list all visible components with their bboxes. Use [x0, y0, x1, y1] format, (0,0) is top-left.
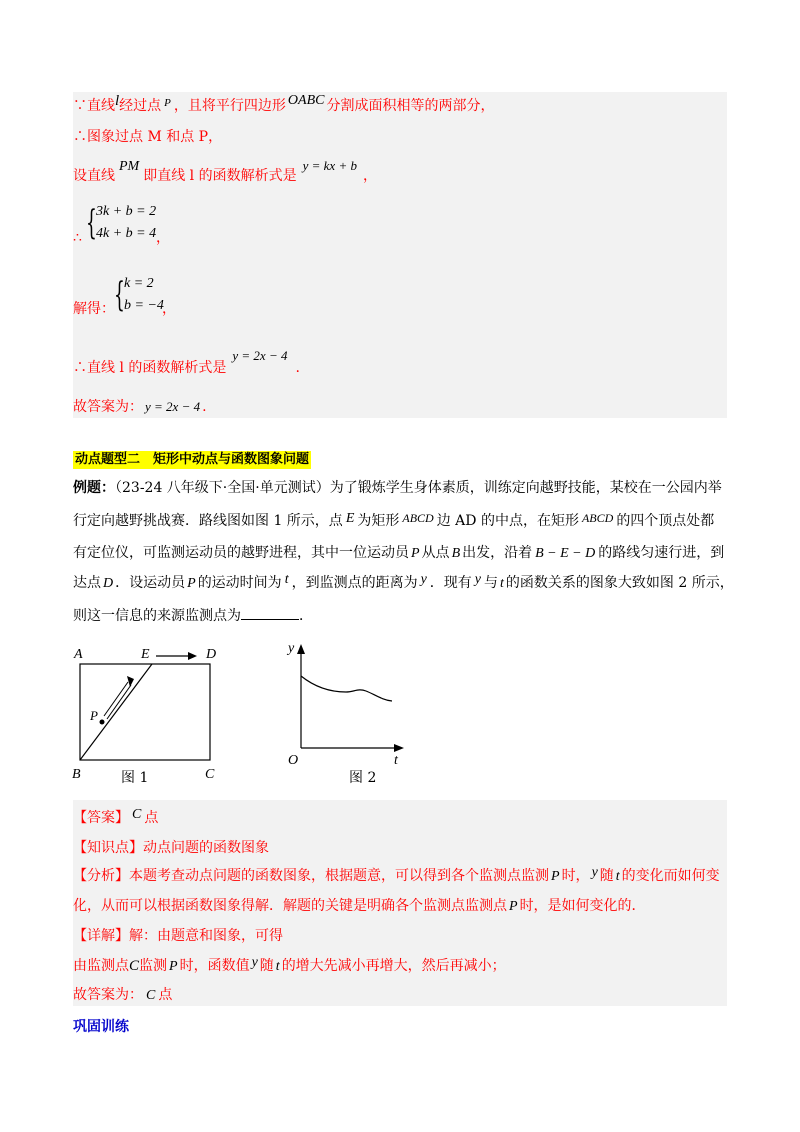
figure-1-caption: 图 1 — [121, 770, 149, 786]
inline-text: P — [509, 899, 518, 914]
detail-line-1 — [73, 926, 283, 946]
figure-2-graph — [280, 640, 410, 770]
label-e: E — [141, 647, 150, 662]
analysis-line-1 — [73, 866, 720, 887]
text: ∴直线 l 的函数解析式是 — [73, 360, 227, 376]
inline-text: 的变化而如何变 — [621, 868, 720, 884]
equation-system-1: { 3k + b = 2 4k + b = 4 — [86, 203, 157, 243]
solution-line-3 — [73, 158, 377, 187]
inline-text: D — [103, 576, 114, 591]
label-d: D — [206, 647, 217, 662]
inline-text: ABCD — [402, 511, 434, 525]
inline-text: ABCD — [581, 511, 614, 525]
function-curve — [301, 676, 392, 701]
inline-text: 【分析】 — [73, 868, 129, 884]
equation-row: b = −4 — [124, 298, 164, 313]
arrow-head — [188, 652, 197, 660]
inline-text: 为矩形 — [357, 513, 400, 529]
text: ， — [362, 168, 377, 184]
final-answer-line — [73, 985, 172, 1006]
text: 分割成面积相等的两部分， — [326, 98, 495, 114]
inline-text: 的四个顶点处都 — [616, 513, 715, 529]
inline-text: 的路线匀速行进，到 — [598, 545, 725, 561]
inline-text: E — [345, 511, 355, 526]
therefore-symbol: ∴ — [73, 230, 82, 246]
inline-text: 边 AD 的中点，在矩形 — [436, 513, 579, 529]
text: . — [202, 399, 207, 415]
analysis-line-2 — [73, 896, 646, 917]
inline-text: 有定位仪，可监测运动员的越野进程，其中一位运动员 — [73, 545, 409, 561]
inline-text: 随 — [599, 868, 614, 884]
text: 即直线 l 的函数解析式是 — [143, 168, 297, 184]
inline-text: 时，函数值 — [179, 958, 250, 974]
text: ，且将平行四边形 — [173, 98, 286, 114]
label-t: t — [394, 753, 398, 768]
text: . — [295, 360, 300, 376]
inline-text: C — [129, 958, 140, 974]
inline-text: 化，从而可以根据函数图象得解．解题的关键是明确各个监测点监测点 — [73, 898, 507, 914]
inline-text: 的运动时间为 — [197, 575, 282, 591]
text: 故答案为： — [73, 399, 143, 415]
equation-system-2: { k = 2 b = −4 — [114, 275, 164, 315]
label-o: O — [288, 753, 299, 768]
inline-text: t — [500, 576, 504, 591]
rectangle-abcd — [80, 664, 210, 760]
inline-text: t — [275, 959, 280, 974]
inline-text: ． — [299, 608, 313, 624]
inline-text: ．现有 — [429, 575, 472, 591]
inline-text: 的增大先减小再增大，然后再减小； — [281, 958, 506, 974]
equation-row: 3k + b = 2 — [96, 204, 157, 219]
equation-row: 4k + b = 4 — [96, 226, 157, 241]
solution-line-2: ∴图象过点 M 和点 P， — [73, 129, 223, 145]
inline-text: 本题考查动点问题的函数图象，根据题意，可以得到各个监测点监测 — [129, 868, 549, 884]
math-oabc: OABC — [287, 93, 325, 108]
inline-text: y — [591, 865, 598, 880]
inline-text: 从点 — [421, 545, 450, 561]
math-p: P — [164, 97, 171, 109]
section-title: 动点题型二 矩形中动点与函数图象问题 — [75, 452, 310, 467]
label-p: P — [90, 708, 98, 723]
inline-text: 时， — [561, 868, 590, 884]
inline-text: B — [451, 546, 461, 561]
example-line-1 — [73, 478, 722, 498]
example-label: 例题： — [73, 480, 115, 496]
inline-text: P — [551, 869, 560, 884]
inline-text: 解：由题意和图象，可得 — [129, 928, 283, 944]
example-line-2 — [73, 511, 714, 532]
inline-text: 与 — [484, 575, 499, 591]
inline-text: ，到监测点的距离为 — [291, 575, 418, 591]
inline-text: C — [146, 988, 156, 1003]
x-axis-arrow — [394, 744, 404, 752]
inline-text: P — [411, 546, 420, 561]
inline-text: t — [284, 572, 289, 587]
text: ， — [162, 301, 176, 317]
label-c: C — [205, 767, 215, 782]
math-expression: y = kx + b — [302, 158, 357, 173]
math-expression: y = 2x − 4 — [145, 399, 201, 414]
arrow-head — [127, 676, 134, 687]
inline-text: 则这一信息的来源监测点为 — [73, 608, 241, 624]
text: （23-24 八年级下·全国·单元测试）为了锻炼学生身体素质，训练定向越野技能，某校在一公园内举 — [115, 480, 722, 496]
practice-title: 巩固训练 — [73, 1019, 129, 1035]
figure-2-caption: 图 2 — [349, 770, 377, 786]
arrow-along-be-2 — [107, 685, 131, 719]
example-line-3 — [73, 543, 724, 564]
inline-text: 【知识点】 — [73, 840, 143, 856]
example-line-4 — [73, 573, 734, 594]
label-y: y — [288, 641, 295, 656]
inline-text: P — [169, 959, 178, 974]
solution-result-line — [73, 348, 300, 378]
label-b: B — [72, 767, 81, 782]
inline-text: 行定向越野挑战赛．路线图如图 1 所示，点 — [73, 513, 343, 529]
inline-text: 点 — [158, 987, 173, 1003]
inline-text: 故答案为： — [73, 987, 143, 1003]
inline-text: y — [420, 572, 427, 587]
inline-text: 【答案】 — [73, 810, 129, 826]
inline-text: 时，是如何变化的． — [519, 898, 646, 914]
inline-text: ．设运动员 — [115, 575, 186, 591]
solve-label: 解得： — [73, 301, 115, 317]
inline-text: y — [251, 955, 258, 970]
figure-1-rectangle — [70, 640, 230, 790]
inline-text: C — [132, 807, 142, 822]
inline-text: P — [187, 576, 196, 591]
inline-text: 达点 — [73, 575, 101, 591]
y-axis-arrow — [297, 644, 305, 654]
inline-text: 的函数关系的图象大致如图 2 所示， — [505, 575, 734, 591]
detail-line-2 — [73, 956, 506, 977]
label-a: A — [74, 647, 83, 662]
inline-text: 出发，沿着 — [462, 545, 533, 561]
text: ， — [156, 230, 170, 246]
solution-line-1 — [73, 93, 495, 117]
knowledge-line — [73, 838, 269, 858]
inline-text: 【详解】 — [73, 928, 129, 944]
equation-row: k = 2 — [124, 276, 154, 291]
text: ∵直线 — [73, 98, 115, 114]
inline-text: 点 — [144, 810, 159, 826]
example-line-5 — [73, 605, 313, 626]
inline-text: y — [474, 572, 482, 587]
math-expression: y = 2x − 4 — [232, 348, 288, 363]
inline-text: 动点问题的函数图象 — [143, 840, 269, 856]
text: 设直线 — [73, 168, 115, 184]
text: 经过点 — [119, 98, 162, 114]
inline-text: B − E − D — [535, 546, 596, 561]
inline-text: t — [615, 869, 620, 884]
inline-text: 监测 — [139, 958, 168, 974]
point-p — [100, 720, 105, 725]
inline-text: 由监测点 — [73, 958, 129, 974]
solution-answer-line — [73, 397, 207, 417]
arrow-along-be — [104, 682, 128, 716]
inline-text: 随 — [259, 958, 274, 974]
answer-line — [73, 808, 158, 829]
math-pm: PM — [119, 159, 140, 174]
answer-blank — [241, 605, 299, 620]
math-l: l — [115, 93, 120, 109]
